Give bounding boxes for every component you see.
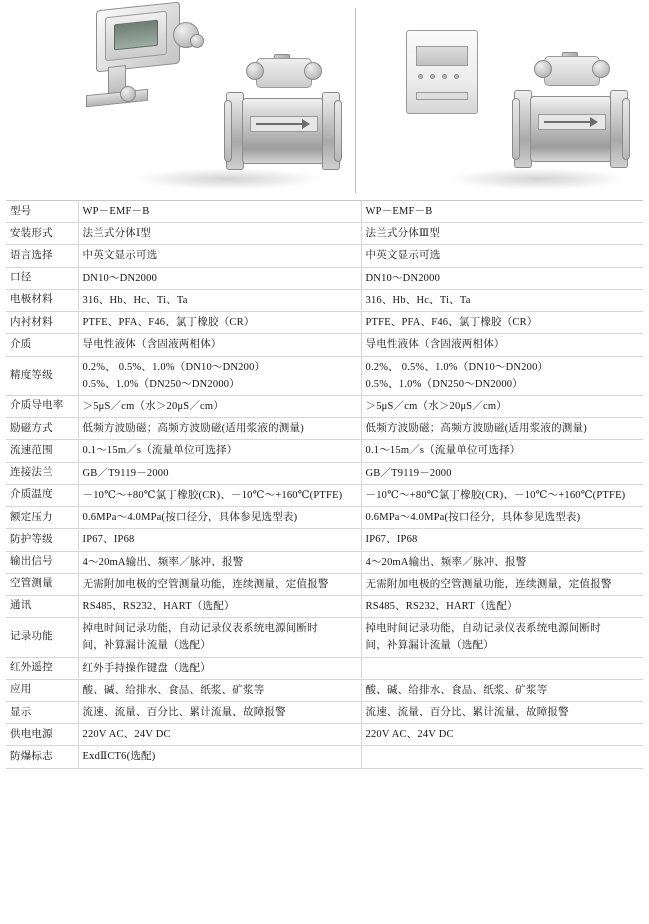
converter-display-left	[114, 20, 158, 51]
spec-value-line: 掉电时间记录功能，自动记录仪表系统电源间断时	[365, 623, 601, 635]
spec-value-model-3	[361, 395, 643, 417]
table-row	[6, 289, 643, 311]
spec-value-line: 低频方波励磁；高频方波励磁(适用浆液的测量)	[82, 423, 304, 435]
spec-value-line: 无需附加电极的空管测量功能，连续测量，定值报警	[82, 578, 329, 590]
spec-value-model-1	[78, 746, 361, 768]
spec-value-model-1	[78, 484, 361, 506]
table-row	[6, 507, 643, 529]
spec-value-model-3	[361, 595, 643, 617]
spec-value-model-3	[361, 724, 643, 746]
spec-value-model-1	[78, 462, 361, 484]
table-row	[6, 312, 643, 334]
spec-value-line: DN10～DN2000	[365, 272, 441, 284]
sensor-gland-a-left	[246, 62, 264, 80]
spec-value-line: ＞5μS／cm（水＞20μS／cm）	[365, 400, 507, 412]
spec-value-line: 掉电时间记录功能，自动记录仪表系统电源间断时	[82, 623, 318, 635]
spec-value-model-3	[361, 529, 643, 551]
table-row	[6, 356, 643, 395]
spec-value-model-3	[361, 679, 643, 701]
spec-value-model-3	[361, 657, 643, 679]
table-row	[6, 440, 643, 462]
spec-label: 流速范围	[6, 440, 78, 462]
spec-value-model-3	[361, 245, 643, 267]
spec-value-line: 间，补算漏计流量（选配）	[82, 640, 211, 652]
spec-label: 红外遥控	[6, 657, 78, 679]
spec-label: 输出信号	[6, 551, 78, 573]
spec-value-model-3	[361, 573, 643, 595]
spec-value-model-1	[78, 529, 361, 551]
spec-value-model-3	[361, 484, 643, 506]
spec-label: 电极材料	[6, 289, 78, 311]
spec-value-line: ＞5μS／cm（水＞20μS／cm）	[82, 400, 224, 412]
table-row	[6, 551, 643, 573]
liner-outlet-right	[622, 98, 630, 160]
spec-value-line: 0.1～15m／s（流量单位可选择）	[365, 445, 521, 457]
converter-button-1-right	[418, 74, 423, 79]
flow-arrow-line-right	[544, 121, 590, 123]
converter-button-4-right	[454, 74, 459, 79]
spec-label: 连接法兰	[6, 462, 78, 484]
table-row	[6, 657, 643, 679]
spec-value-line: 0.1～15m／s（流量单位可选择）	[82, 445, 238, 457]
spec-value-model-3	[361, 267, 643, 289]
table-row	[6, 595, 643, 617]
product-images	[0, 0, 649, 200]
spec-value-line: ExdⅡCT6(选配)	[82, 751, 156, 763]
spec-label: 应用	[6, 679, 78, 701]
spec-value-line: 无需附加电极的空管测量功能，连续测量，定值报警	[365, 578, 612, 590]
spec-value-model-3	[361, 418, 643, 440]
spec-value-line: 中英文显示可选	[82, 250, 158, 262]
spec-value-model-1	[78, 356, 361, 395]
spec-label: 供电电源	[6, 724, 78, 746]
spec-value-line: 0.5%、1.0%（DN250～DN2000）	[82, 378, 240, 390]
spec-label: 介质温度	[6, 484, 78, 506]
sensor-gland-b-left	[304, 62, 322, 80]
spec-value-line: 间，补算漏计流量（选配）	[365, 640, 494, 652]
flow-arrow-head-left	[302, 119, 310, 129]
table-row	[6, 573, 643, 595]
spec-value-model-3	[361, 440, 643, 462]
spec-value-line: 220V AC、24V DC	[82, 729, 171, 741]
spec-value-model-1	[78, 551, 361, 573]
specifications-section	[0, 200, 649, 769]
spec-value-line: RS485、RS232、HART（选配）	[365, 600, 518, 612]
spec-value-model-1	[78, 223, 361, 245]
spec-value-line: IP67、IP68	[82, 534, 135, 546]
spec-value-line: 导电性液体（含固液两相体）	[82, 339, 222, 351]
spec-value-model-3	[361, 223, 643, 245]
spec-value-model-1	[78, 657, 361, 679]
table-row	[6, 223, 643, 245]
mounting-plate-left	[86, 89, 148, 108]
spec-value-line: －10℃～+80℃氯丁橡胶(CR)、－10℃～+160℃(PTFE)	[82, 489, 343, 501]
product-image-right	[378, 0, 643, 195]
terminal-cap-left	[120, 86, 136, 102]
table-row	[6, 418, 643, 440]
spec-label: 口径	[6, 267, 78, 289]
spec-value-model-3	[361, 462, 643, 484]
spec-label: 介质	[6, 334, 78, 356]
specifications-table-body	[6, 201, 643, 769]
spec-value-model-3	[361, 507, 643, 529]
spec-value-line: 220V AC、24V DC	[365, 729, 454, 741]
spec-value-model-1	[78, 573, 361, 595]
spec-value-model-1	[78, 245, 361, 267]
spec-value-line: 酸、碱、给排水、食品、纸浆、矿浆等	[365, 684, 548, 696]
liner-inlet-left	[224, 100, 232, 162]
spec-value-model-1	[78, 312, 361, 334]
table-row	[6, 679, 643, 701]
converter-button-2-right	[430, 74, 435, 79]
spec-value-line: 法兰式分体Ⅰ型	[82, 228, 152, 240]
spec-value-model-1	[78, 724, 361, 746]
spec-label: 记录功能	[6, 618, 78, 657]
spec-label: 防爆标志	[6, 746, 78, 768]
table-row	[6, 334, 643, 356]
spec-value-model-3	[361, 746, 643, 768]
spec-value-line: 红外手持操作键盘（选配）	[82, 662, 211, 674]
table-row	[6, 702, 643, 724]
spec-value-line: 流速、流量、百分比、累计流量、故障报警	[365, 707, 569, 719]
images-divider	[355, 8, 356, 193]
spec-value-model-3	[361, 201, 643, 223]
spec-value-line: PTFE、PFA、F46、氯丁橡胶（CR）	[365, 317, 538, 329]
spec-value-line: RS485、RS232、HART（选配）	[82, 600, 235, 612]
spec-value-line: 酸、碱、给排水、食品、纸浆、矿浆等	[82, 684, 265, 696]
spec-value-line: 中英文显示可选	[365, 250, 441, 262]
converter-button-3-right	[442, 74, 447, 79]
liner-inlet-right	[512, 98, 520, 160]
spec-value-line: WP－EMF－B	[82, 206, 150, 217]
spec-label: 显示	[6, 702, 78, 724]
table-row	[6, 462, 643, 484]
shadow-right	[448, 168, 628, 190]
cable-gland-left	[190, 34, 204, 48]
spec-value-model-1	[78, 702, 361, 724]
spec-value-line: WP－EMF－B	[365, 206, 433, 217]
spec-value-line: 4～20mA输出、频率／脉冲、报警	[365, 556, 527, 568]
spec-value-line: PTFE、PFA、F46、氯丁橡胶（CR）	[82, 317, 255, 329]
specifications-table	[6, 200, 643, 769]
spec-value-model-1	[78, 201, 361, 223]
spec-label: 通讯	[6, 595, 78, 617]
spec-value-line: GB／T9119－2000	[365, 467, 452, 479]
spec-value-model-3	[361, 289, 643, 311]
sensor-gland-b-right	[592, 60, 610, 78]
table-row	[6, 618, 643, 657]
table-row	[6, 201, 643, 223]
spec-value-line: 316、Hb、Hc、Ti、Ta	[82, 294, 188, 306]
spec-value-model-1	[78, 679, 361, 701]
spec-value-line: 低频方波励磁；高频方波励磁(适用浆液的测量)	[365, 423, 587, 435]
spec-label: 防护等级	[6, 529, 78, 551]
spec-label: 型号	[6, 201, 78, 223]
spec-value-model-3	[361, 356, 643, 395]
flow-arrow-head-right	[590, 117, 598, 127]
wall-mount-converter-right	[406, 30, 478, 114]
table-row	[6, 529, 643, 551]
sensor-gland-a-right	[534, 60, 552, 78]
spec-value-model-1	[78, 267, 361, 289]
table-row	[6, 724, 643, 746]
spec-label: 额定压力	[6, 507, 78, 529]
spec-value-line: 4～20mA输出、频率／脉冲、报警	[82, 556, 244, 568]
spec-label: 介质导电率	[6, 395, 78, 417]
spec-value-model-1	[78, 595, 361, 617]
spec-value-line: －10℃～+80℃氯丁橡胶(CR)、－10℃～+160℃(PTFE)	[365, 489, 626, 501]
spec-value-line: 0.6MPa～4.0MPa(按口径分，具体参见选型表)	[365, 512, 581, 524]
shadow-left	[133, 168, 323, 190]
spec-value-line: 0.5%、1.0%（DN250～DN2000）	[365, 378, 523, 390]
spec-label: 励磁方式	[6, 418, 78, 440]
converter-label-right	[416, 92, 468, 100]
table-row	[6, 267, 643, 289]
spec-value-line: 流速、流量、百分比、累计流量、故障报警	[82, 707, 286, 719]
product-image-left	[78, 0, 343, 195]
spec-value-model-1	[78, 334, 361, 356]
spec-value-line: IP67、IP68	[365, 534, 418, 546]
spec-label: 精度等级	[6, 356, 78, 395]
spec-value-model-3	[361, 312, 643, 334]
spec-label: 安装形式	[6, 223, 78, 245]
spec-value-model-1	[78, 395, 361, 417]
spec-value-model-1	[78, 289, 361, 311]
liner-outlet-left	[334, 100, 342, 162]
spec-value-line: 316、Hb、Hc、Ti、Ta	[365, 294, 471, 306]
table-row	[6, 395, 643, 417]
spec-value-line: DN10～DN2000	[82, 272, 158, 284]
spec-value-model-3	[361, 618, 643, 657]
spec-value-line: 导电性液体（含固液两相体）	[365, 339, 505, 351]
spec-value-line: 法兰式分体Ⅲ型	[365, 228, 441, 240]
spec-value-model-1	[78, 418, 361, 440]
spec-value-line: 0.2%、 0.5%、1.0%（DN10～DN200）	[365, 361, 549, 373]
spec-label: 空管测量	[6, 573, 78, 595]
spec-value-model-3	[361, 551, 643, 573]
converter-display-right	[416, 46, 468, 66]
spec-value-model-3	[361, 702, 643, 724]
table-row	[6, 245, 643, 267]
table-row	[6, 746, 643, 768]
spec-value-model-3	[361, 334, 643, 356]
flow-arrow-line-left	[256, 123, 302, 125]
table-row	[6, 484, 643, 506]
spec-value-model-1	[78, 507, 361, 529]
spec-label: 语言选择	[6, 245, 78, 267]
spec-value-model-1	[78, 618, 361, 657]
spec-value-model-1	[78, 440, 361, 462]
spec-value-line: 0.6MPa～4.0MPa(按口径分，具体参见选型表)	[82, 512, 298, 524]
spec-label: 内衬材料	[6, 312, 78, 334]
spec-value-line: 0.2%、 0.5%、1.0%（DN10～DN200）	[82, 361, 266, 373]
spec-value-line: GB／T9119－2000	[82, 467, 169, 479]
